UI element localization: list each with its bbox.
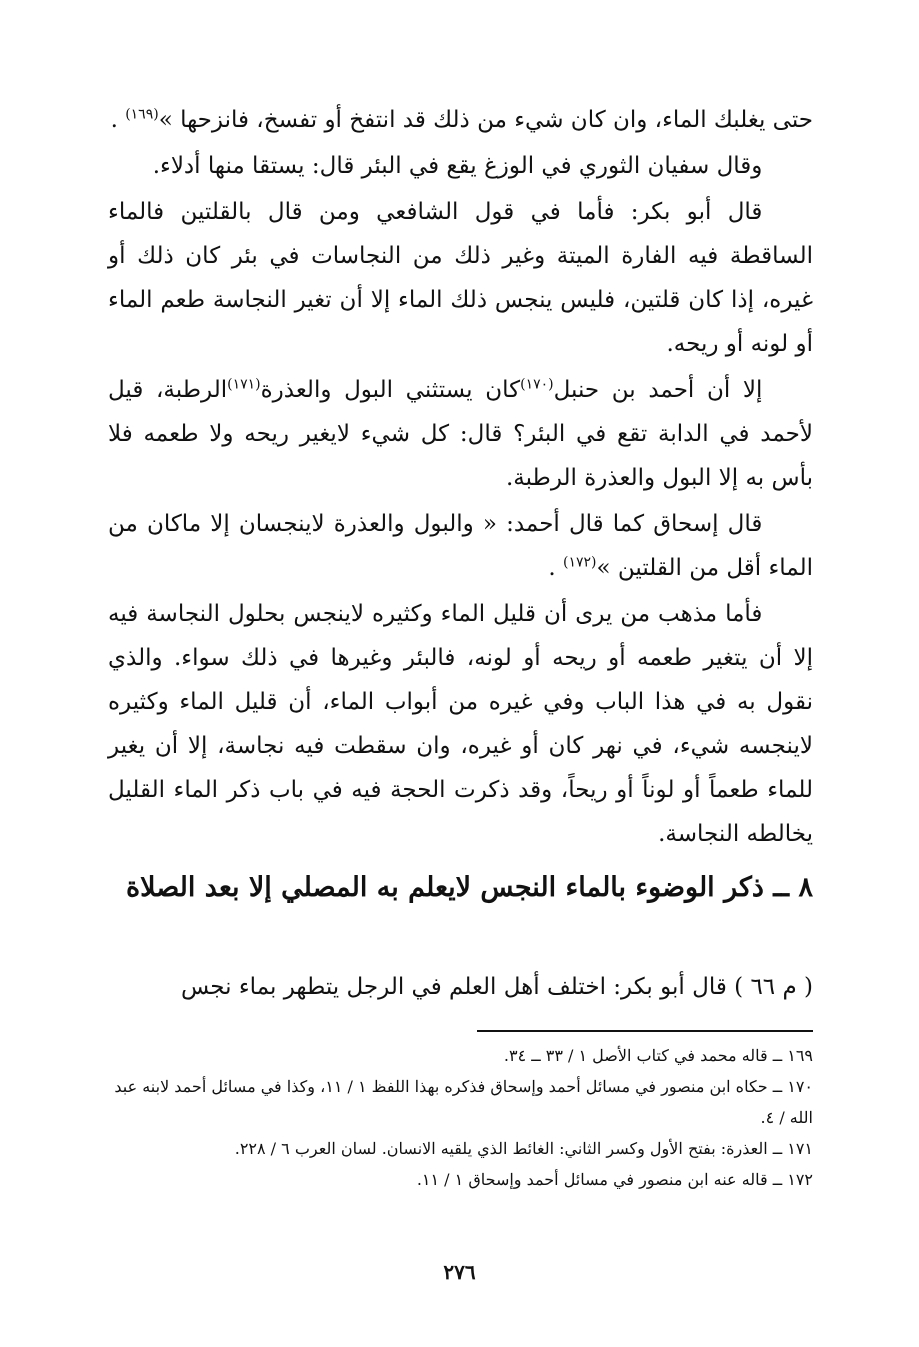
paragraph-4-text-a: إلا أن أحمد بن حنبل bbox=[553, 377, 763, 403]
paragraph-2: وقال سفيان الثوري في الوزغ يقع في البئر قال: يستقا منها أدلاء. bbox=[152, 153, 763, 179]
footnote-ref-171: (١٧١) bbox=[227, 376, 261, 393]
section-lead-line: ( م ٦٦ ) قال أبو بكر: اختلف أهل العلم في الرجل يتطهر بماء نجس bbox=[180, 974, 813, 1000]
footnote-ref-172: (١٧٢) bbox=[562, 554, 597, 571]
footnotes-block bbox=[108, 1040, 813, 1195]
footnote-171: ١٧١ ــ العذرة: بفتح الأول وكسر الثاني: الغائط الذي يلقيه الانسان. لسان العرب ٦ / ٢٢٨. bbox=[234, 1139, 813, 1158]
paragraph-4-text-b: كان يستثني البول والعذرة bbox=[260, 377, 521, 403]
paragraph-1-end: . bbox=[110, 107, 118, 133]
footnote-172: ١٧٢ ــ قاله عنه ابن منصور في مسائل أحمد وإسحاق ١ / ١١. bbox=[416, 1170, 813, 1189]
paragraph-4 bbox=[108, 368, 813, 500]
paragraph-5-end: . bbox=[548, 555, 556, 581]
paragraph-1 bbox=[108, 98, 813, 142]
paragraph-1-text: حتى يغلبك الماء، وان كان شيء من ذلك قد انتفخ أو تفسخ، فانزحها » bbox=[158, 107, 813, 133]
footnote-170: ١٧٠ ــ حكاه ابن منصور في مسائل أحمد وإسحاق فذكره بهذا اللفظ ١ / ١١، وكذا في مسائل أحمد لابنه عبد الله / ٤. bbox=[114, 1077, 813, 1127]
paragraph-5-text: قال إسحاق كما قال أحمد: « والبول والعذرة لاينجسان إلا ماكان من الماء أقل من القلتين » bbox=[108, 511, 813, 581]
footnote-separator bbox=[477, 1030, 813, 1032]
paragraph-6: فأما مذهب من يرى أن قليل الماء وكثيره لاينجس بحلول النجاسة فيه إلا أن يتغير طعمه أو ريحه أو لونه، فالبئر وغيرها في ذلك سواء. والذي نقول به في هذا الباب وفي غيره من أبواب الماء، أن قليل الماء وكثيره لاينجسه شيء، في نهر كان أو غيره، وان سقطت فيه نجاسة، إلا أن يغير للماء طعماً أو لوناً أو ريحاً، وقد ذكرت الحجة فيه في باب ذكر الماء القليل يخالطه النجاسة. bbox=[108, 601, 813, 847]
section-heading: ٨ ــ ذكر الوضوء بالماء النجس لايعلم به المصلي إلا بعد الصلاة bbox=[125, 872, 813, 903]
paragraph-4-text-c: الرطبة، قيل لأحمد في الدابة تقع في البئر؟ قال: كل شيء لايغير ريحه ولا طعمه فلا بأس به إلا البول والعذرة الرطبة. bbox=[108, 377, 813, 491]
footnote-169: ١٦٩ ــ قاله محمد في كتاب الأصل ١ / ٣٣ ــ ٣٤. bbox=[503, 1046, 813, 1065]
paragraph-3: قال أبو بكر: فأما في قول الشافعي ومن قال بالقلتين فالماء الساقطة فيه الفارة الميتة وغير ذلك من النجاسات في بئر كان ذلك أو غيره، إذا كان قلتين، فليس ينجس ذلك الماء إلا أن تغير النجاسة طعم الماء أو لونه أو ريحه. bbox=[108, 199, 813, 357]
main-text-block bbox=[108, 98, 813, 856]
paragraph-5 bbox=[108, 502, 813, 590]
footnote-ref-169: (١٦٩) bbox=[125, 106, 159, 123]
page-number: ٢٧٦ bbox=[443, 1260, 476, 1284]
footnote-ref-170: (١٧٠) bbox=[520, 376, 554, 393]
